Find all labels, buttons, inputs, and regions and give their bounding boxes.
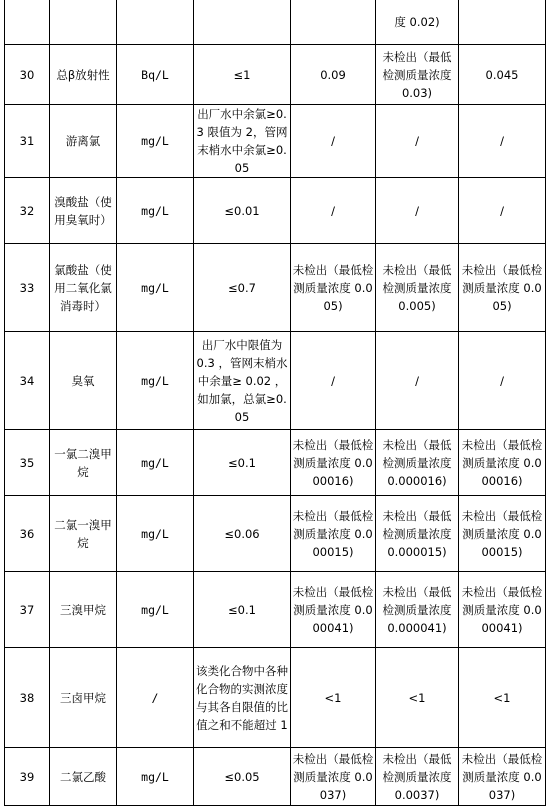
item-limit: 出厂水中余氯≥0.3 限值为 2，管网末梢水中余氯≥0.05 bbox=[194, 105, 291, 178]
table-row bbox=[5, 572, 546, 648]
result-1: 未检出（最低检测质量浓度 0.0037) bbox=[291, 748, 376, 806]
water-quality-table bbox=[4, 0, 546, 806]
item-unit: Bq/L bbox=[117, 45, 194, 105]
item-limit: ≤1 bbox=[194, 45, 291, 105]
item-name: 溴酸盐（使用臭氧时） bbox=[50, 178, 117, 244]
result-3: / bbox=[459, 332, 546, 430]
item-limit: 出厂水中限值为 0.3 ，管网末梢水中余量≥ 0.02 ，如加氯，总氯≥0.05 bbox=[194, 332, 291, 430]
result-1 bbox=[291, 0, 376, 45]
item-name: 一氯二溴甲烷 bbox=[50, 430, 117, 496]
result-1: 未检出（最低检测质量浓度 0.000041) bbox=[291, 572, 376, 648]
item-number: 38 bbox=[5, 648, 50, 748]
item-limit: ≤0.1 bbox=[194, 572, 291, 648]
table-body bbox=[5, 0, 546, 806]
result-2: 未检出（最低检测质量浓度 0.000016) bbox=[376, 430, 459, 496]
item-unit: mg/L bbox=[117, 748, 194, 806]
result-2: 度 0.02) bbox=[376, 0, 459, 45]
item-unit: mg/L bbox=[117, 178, 194, 244]
item-number: 33 bbox=[5, 244, 50, 332]
item-limit: ≤0.1 bbox=[194, 430, 291, 496]
item-name: 臭氧 bbox=[50, 332, 117, 430]
item-unit: mg/L bbox=[117, 244, 194, 332]
item-limit: ≤0.01 bbox=[194, 178, 291, 244]
item-number: 35 bbox=[5, 430, 50, 496]
item-number: 34 bbox=[5, 332, 50, 430]
item-unit: mg/L bbox=[117, 332, 194, 430]
result-3: <1 bbox=[459, 648, 546, 748]
result-1: / bbox=[291, 178, 376, 244]
result-2: / bbox=[376, 105, 459, 178]
item-unit: mg/L bbox=[117, 105, 194, 178]
table-row bbox=[5, 105, 546, 178]
result-1: 未检出（最低检测质量浓度 0.000016) bbox=[291, 430, 376, 496]
result-1: 未检出（最低检测质量浓度 0.005) bbox=[291, 244, 376, 332]
result-2: 未检出（最低检测质量浓度 0.005) bbox=[376, 244, 459, 332]
table-row bbox=[5, 45, 546, 105]
result-3: / bbox=[459, 105, 546, 178]
result-2: 未检出（最低检测质量浓度 0.03) bbox=[376, 45, 459, 105]
item-number: 32 bbox=[5, 178, 50, 244]
item-name: 游离氯 bbox=[50, 105, 117, 178]
result-2: 未检出（最低检测质量浓度 0.000041) bbox=[376, 572, 459, 648]
result-2: / bbox=[376, 178, 459, 244]
item-name: 总β放射性 bbox=[50, 45, 117, 105]
result-3: 未检出（最低检测质量浓度 0.000015) bbox=[459, 496, 546, 572]
item-unit: mg/L bbox=[117, 496, 194, 572]
result-3: 未检出（最低检测质量浓度 0.000016) bbox=[459, 430, 546, 496]
result-2: 未检出（最低检测质量浓度 0.0037) bbox=[376, 748, 459, 806]
result-3 bbox=[459, 0, 546, 45]
item-number: 36 bbox=[5, 496, 50, 572]
item-unit: mg/L bbox=[117, 430, 194, 496]
item-limit: ≤0.05 bbox=[194, 748, 291, 806]
item-name bbox=[50, 0, 117, 45]
table-row bbox=[5, 648, 546, 748]
result-1: <1 bbox=[291, 648, 376, 748]
item-name: 二氯乙酸 bbox=[50, 748, 117, 806]
result-2: 未检出（最低检测质量浓度 0.000015) bbox=[376, 496, 459, 572]
item-number: 39 bbox=[5, 748, 50, 806]
result-1: 0.09 bbox=[291, 45, 376, 105]
table-row bbox=[5, 0, 546, 45]
item-name: 二氯一溴甲烷 bbox=[50, 496, 117, 572]
item-number: 30 bbox=[5, 45, 50, 105]
item-unit: mg/L bbox=[117, 572, 194, 648]
result-2: <1 bbox=[376, 648, 459, 748]
item-limit bbox=[194, 0, 291, 45]
result-2: / bbox=[376, 332, 459, 430]
item-name: 氯酸盐（使用二氧化氯消毒时） bbox=[50, 244, 117, 332]
item-number: 31 bbox=[5, 105, 50, 178]
item-unit bbox=[117, 0, 194, 45]
result-3: 未检出（最低检测质量浓度 0.000041) bbox=[459, 572, 546, 648]
table-row bbox=[5, 430, 546, 496]
result-3: 0.045 bbox=[459, 45, 546, 105]
table-row bbox=[5, 332, 546, 430]
item-limit: ≤0.7 bbox=[194, 244, 291, 332]
item-limit: 该类化合物中各种化合物的实测浓度与其各自限值的比值之和不能超过 1 bbox=[194, 648, 291, 748]
item-number: 37 bbox=[5, 572, 50, 648]
table-row bbox=[5, 496, 546, 572]
result-3: / bbox=[459, 178, 546, 244]
result-1: / bbox=[291, 332, 376, 430]
item-unit: / bbox=[117, 648, 194, 748]
item-name: 三溴甲烷 bbox=[50, 572, 117, 648]
table-row bbox=[5, 178, 546, 244]
table-row bbox=[5, 748, 546, 806]
item-name: 三卤甲烷 bbox=[50, 648, 117, 748]
item-number bbox=[5, 0, 50, 45]
result-1: 未检出（最低检测质量浓度 0.000015) bbox=[291, 496, 376, 572]
table-row bbox=[5, 244, 546, 332]
result-1: / bbox=[291, 105, 376, 178]
result-3: 未检出（最低检测质量浓度 0.005) bbox=[459, 244, 546, 332]
item-limit: ≤0.06 bbox=[194, 496, 291, 572]
result-3: 未检出（最低检测质量浓度 0.0037) bbox=[459, 748, 546, 806]
